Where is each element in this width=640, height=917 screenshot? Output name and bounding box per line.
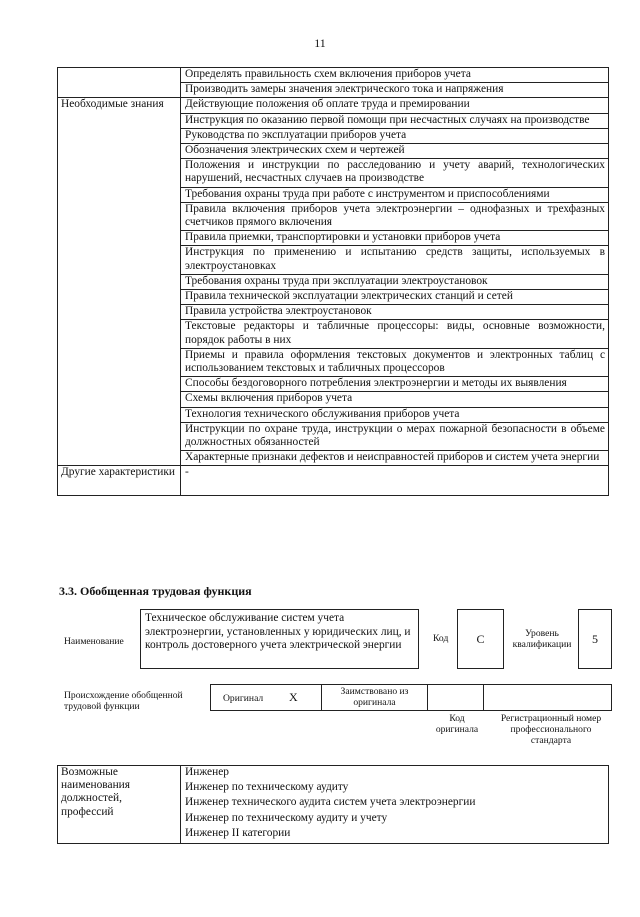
table-row: Руководства по эксплуатации приборов учета xyxy=(181,128,609,143)
table-row: Технология технического обслуживания приборов учета xyxy=(181,407,609,422)
list-item: Инженер по техническому аудиту xyxy=(181,779,609,794)
table-row: Положения и инструкции по расследованию и учету аварий, технологических нарушений, несчастных случаев на производстве xyxy=(181,159,609,187)
positions-label: Возможные наименования должностей, профессий xyxy=(58,766,181,844)
table-row: Правила приемки, транспортировки и установки приборов учета xyxy=(181,231,609,246)
level-label: Уровень квалификации xyxy=(512,628,572,650)
original-mark: X xyxy=(289,690,298,704)
original-cell xyxy=(211,685,322,710)
table-row: Приемы и правила оформления текстовых документов и электронных таблиц с использованием текстовых и табличных процессоров xyxy=(181,348,609,376)
table-row: Определять правильность схем включения приборов учета xyxy=(181,68,609,83)
knowledge-table xyxy=(57,67,609,496)
table-row: Действующие положения об оплате труда и премировании xyxy=(181,98,609,113)
origin-label: Происхождение обобщенной трудовой функции xyxy=(64,690,183,712)
level-box xyxy=(578,609,612,669)
list-item: Инженер по техническому аудиту и учету xyxy=(181,810,609,825)
table-row: Инструкции по охране труда, инструкции о мерах пожарной безопасности в объеме должностных обязанностей xyxy=(181,422,609,450)
code-label: Код xyxy=(433,633,449,644)
code-value: C xyxy=(476,632,485,646)
table-row: Текстовые редакторы и табличные процессоры: виды, основные возможности, порядок работы в них xyxy=(181,320,609,348)
function-name-box xyxy=(140,609,419,669)
table-row: Правила технической эксплуатации электрических станций и сетей xyxy=(181,290,609,305)
knowledge-label: Необходимые знания xyxy=(58,98,181,466)
reg-number-cell xyxy=(484,685,611,710)
origin-box xyxy=(210,684,612,711)
list-item: Инженер технического аудита систем учета электроэнергии xyxy=(181,794,609,809)
other-characteristics-value: - xyxy=(181,466,609,496)
table-row: Схемы включения приборов учета xyxy=(181,392,609,407)
positions-table xyxy=(57,765,609,844)
code-box xyxy=(457,609,504,669)
table-row: Инструкция по применению и испытанию средств защиты, используемых в электроустановках xyxy=(181,246,609,274)
level-value: 5 xyxy=(592,632,598,646)
list-item: Инженер II категории xyxy=(181,825,609,844)
page-number: 11 xyxy=(314,36,326,50)
borrowed-label: Заимствовано из оригинала xyxy=(340,686,409,708)
code-original-cell xyxy=(428,685,484,710)
reg-number-label: Регистрационный номер профессионального стандарта xyxy=(500,713,602,746)
list-item: Инженер xyxy=(181,766,609,780)
table-row: Правила устройства электроустановок xyxy=(181,305,609,320)
section-title: 3.3. Обобщенная трудовая функция xyxy=(59,584,252,598)
function-name-value: Техническое обслуживание систем учета электроэнергии, установленных у юридических лиц, и контроль достоверного учета электрической энергии xyxy=(145,612,411,651)
name-label: Наименование xyxy=(64,636,124,647)
table-row: Требования охраны труда при работе с инструментом и приспособлениями xyxy=(181,187,609,202)
original-label: Оригинал xyxy=(223,693,264,704)
table-row: Обозначения электрических схем и чертежей xyxy=(181,144,609,159)
empty-label-cell xyxy=(58,68,181,98)
code-original-label: Код оригинала xyxy=(435,713,479,735)
table-row: Требования охраны труда при эксплуатации электроустановок xyxy=(181,274,609,289)
table-row: Характерные признаки дефектов и неисправностей приборов и систем учета энергии xyxy=(181,451,609,466)
borrowed-cell xyxy=(322,685,428,710)
table-row: Инструкция по оказанию первой помощи при несчастных случаях на производстве xyxy=(181,113,609,128)
table-row: Способы бездоговорного потребления электроэнергии и методы их выявления xyxy=(181,377,609,392)
table-row: Производить замеры значения электрического тока и напряжения xyxy=(181,83,609,98)
table-row: Правила включения приборов учета электроэнергии – однофазных и трехфазных счетчиков прямого включения xyxy=(181,202,609,230)
other-characteristics-label: Другие характеристики xyxy=(58,466,181,496)
